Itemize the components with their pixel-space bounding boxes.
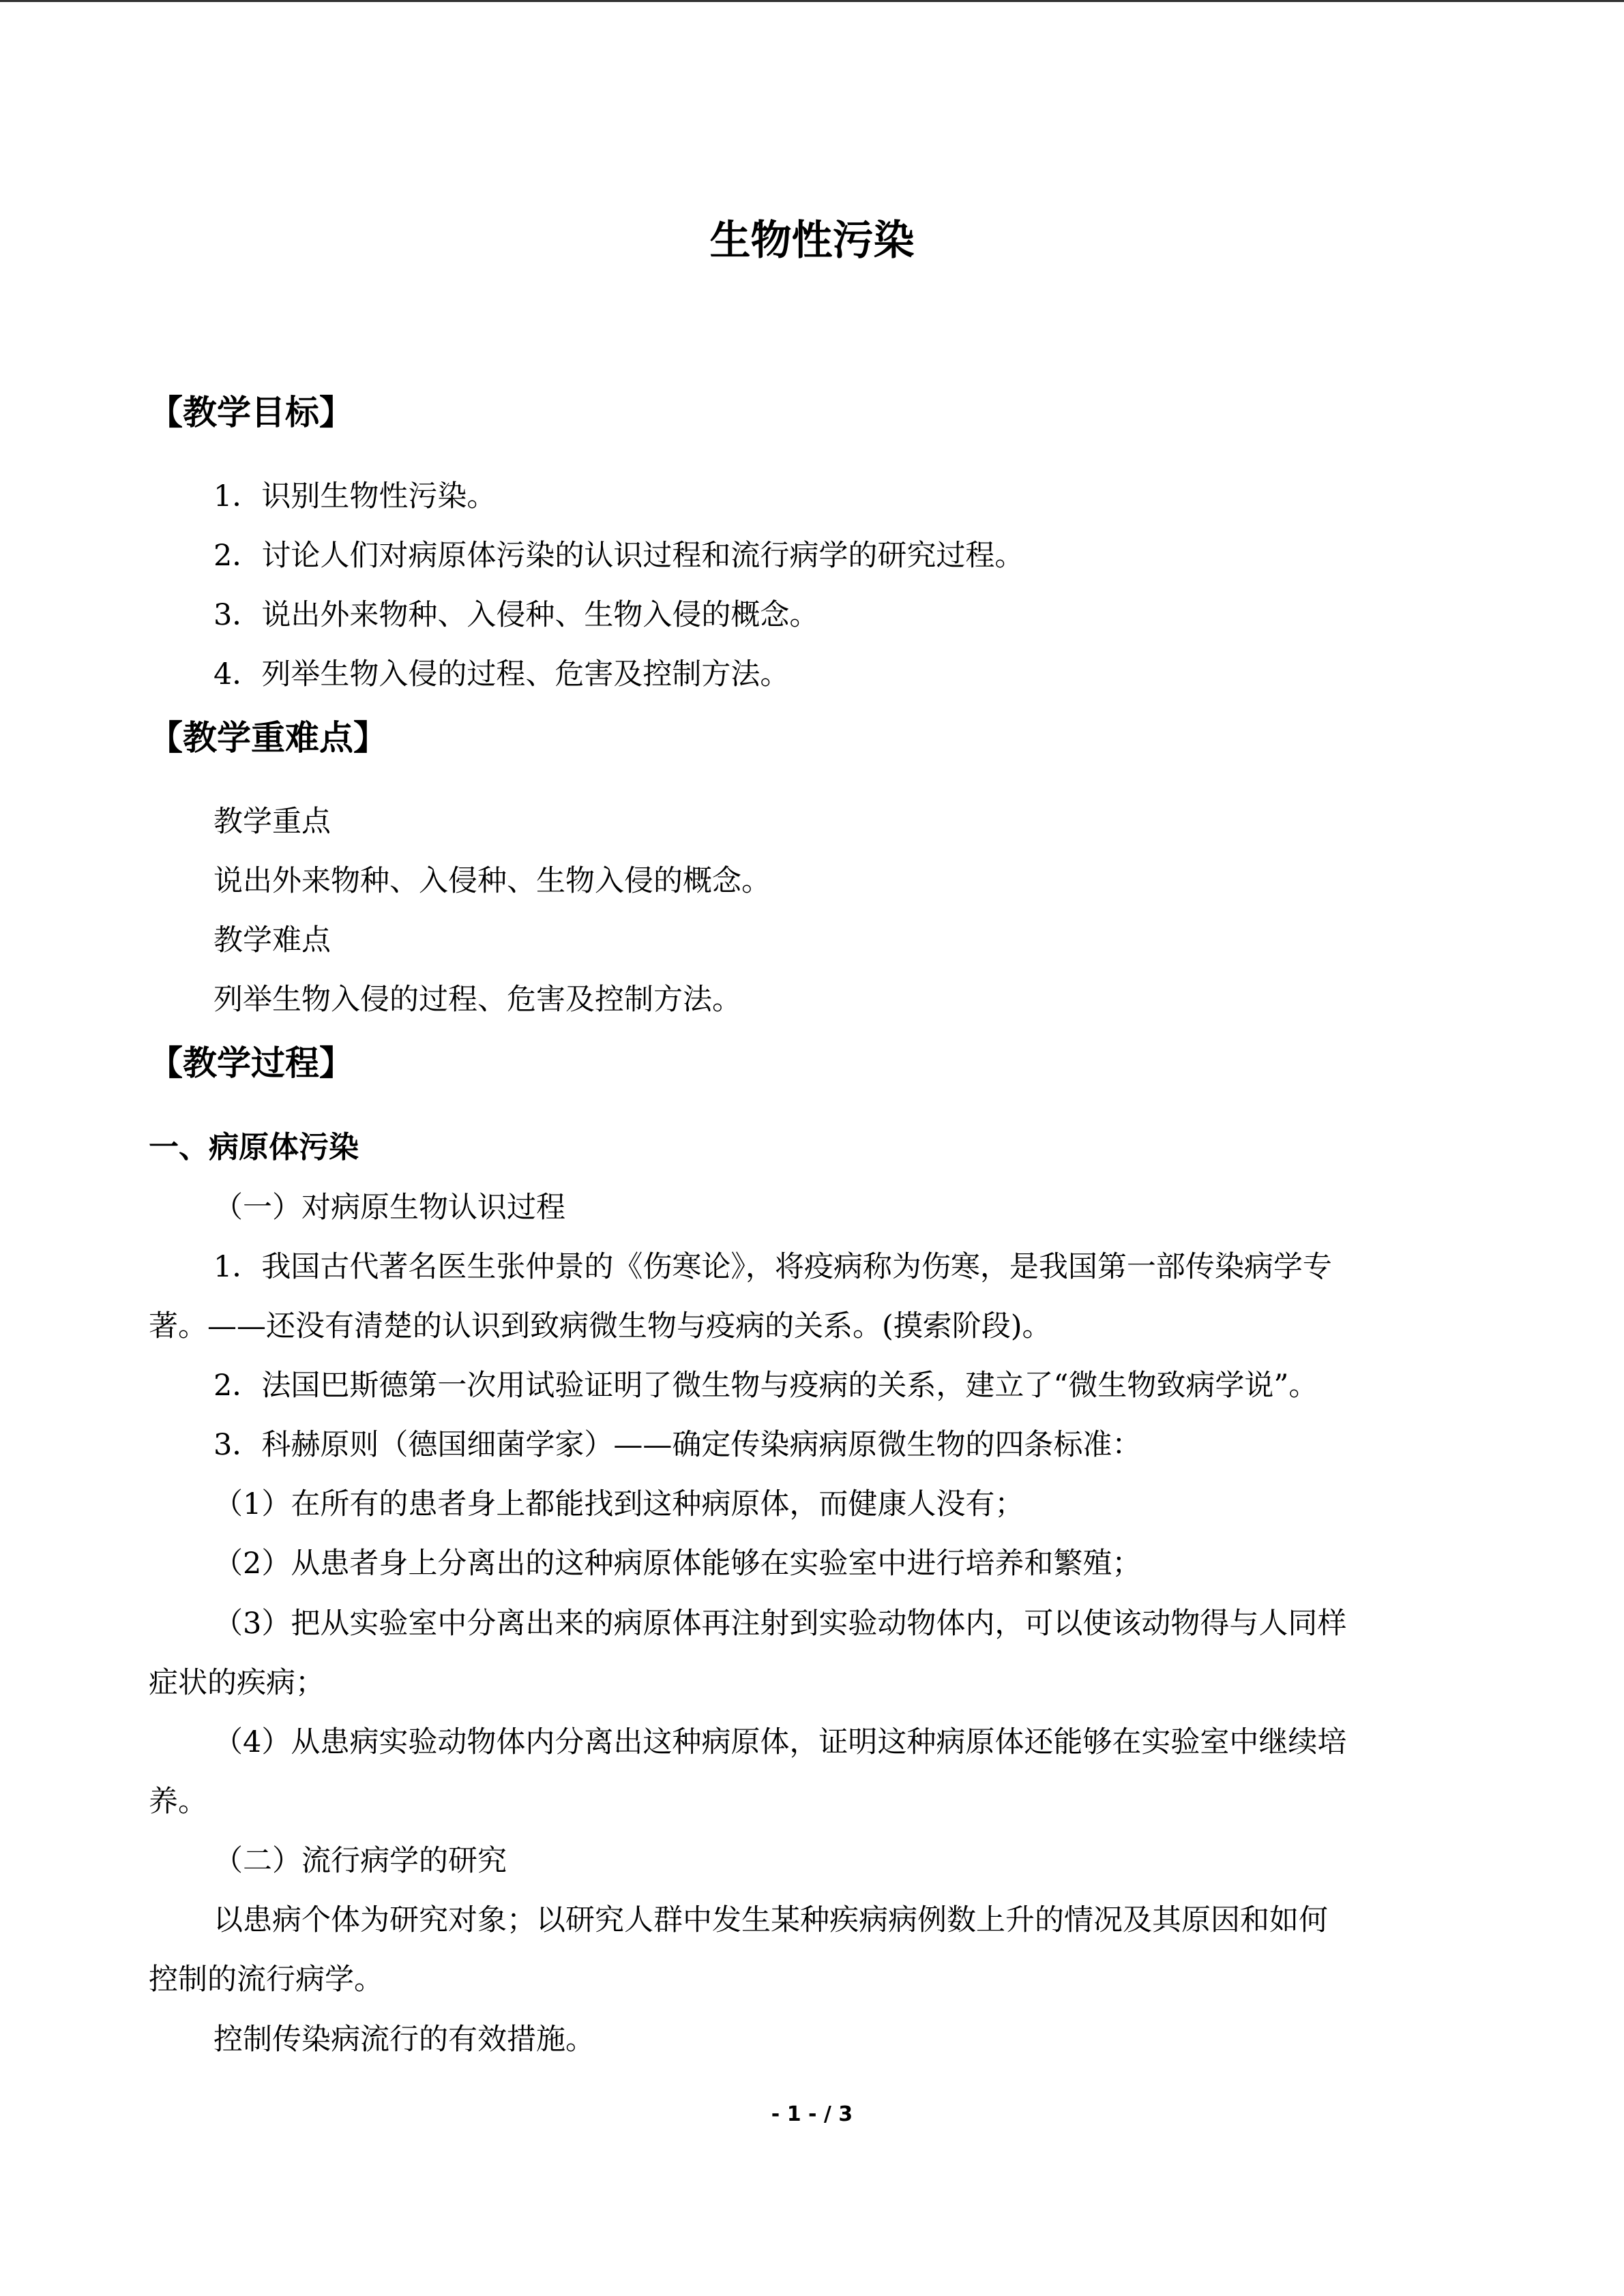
key-point-label: 教学重点 [213,805,331,839]
key-point-text: 说出外来物种、入侵种、生物入侵的概念。 [213,864,771,898]
process-line: （3）把从实验室中分离出来的病原体再注射到实验动物体内，可以使该动物得与人同样 [213,1607,1347,1641]
objective-item: 2．讨论人们对病原体污染的认识过程和流行病学的研究过程。 [213,539,1024,573]
document-page [149,0,1475,2296]
process-line: （2）从患者身上分离出的这种病原体能够在实验室中进行培养和繁殖； [213,1547,1142,1581]
process-line: （一）对病原生物认识过程 [213,1191,565,1225]
subsection-heading: 一、病原体污染 [149,1130,359,1165]
section-heading-objectives: 【教学目标】 [149,393,353,432]
section-heading-process: 【教学过程】 [149,1043,353,1083]
process-line: 养。 [149,1785,207,1819]
objective-item: 4．列举生物入侵的过程、危害及控制方法。 [213,657,790,691]
difficulty-text: 列举生物入侵的过程、危害及控制方法。 [213,983,741,1017]
document-title: 生物性污染 [709,217,915,265]
section-heading-key-points: 【教学重难点】 [149,718,387,758]
process-line: （4）从患病实验动物体内分离出这种病原体，证明这种病原体还能够在实验室中继续培 [213,1725,1347,1759]
process-line: （1）在所有的患者身上都能找到这种病原体，而健康人没有； [213,1487,1024,1521]
process-line: 控制传染病流行的有效措施。 [213,2023,595,2057]
difficulty-label: 教学难点 [213,923,331,957]
process-line: （二）流行病学的研究 [213,1844,507,1878]
process-line: 著。——还没有清楚的认识到致病微生物与疫病的关系。(摸索阶段)。 [149,1309,1052,1343]
objective-item: 3．说出外来物种、入侵种、生物入侵的概念。 [213,598,819,632]
process-line: 以患病个体为研究对象；以研究人群中发生某种疾病病例数上升的情况及其原因和如何 [213,1903,1328,1937]
process-line: 症状的疾病； [149,1666,325,1700]
process-line: 2．法国巴斯德第一次用试验证明了微生物与疫病的关系，建立了“微生物致病学说”。 [213,1369,1318,1403]
process-line: 1．我国古代著名医生张仲景的《伤寒论》，将疫病称为伤寒，是我国第一部传染病学专 [213,1250,1332,1284]
process-line: 3．科赫原则（德国细菌学家）——确定传染病病原微生物的四条标准： [213,1428,1142,1462]
objective-item: 1．识别生物性污染。 [213,479,497,513]
process-line: 控制的流行病学。 [149,1963,383,1997]
page-number: - 1 - / 3 [771,2102,853,2126]
